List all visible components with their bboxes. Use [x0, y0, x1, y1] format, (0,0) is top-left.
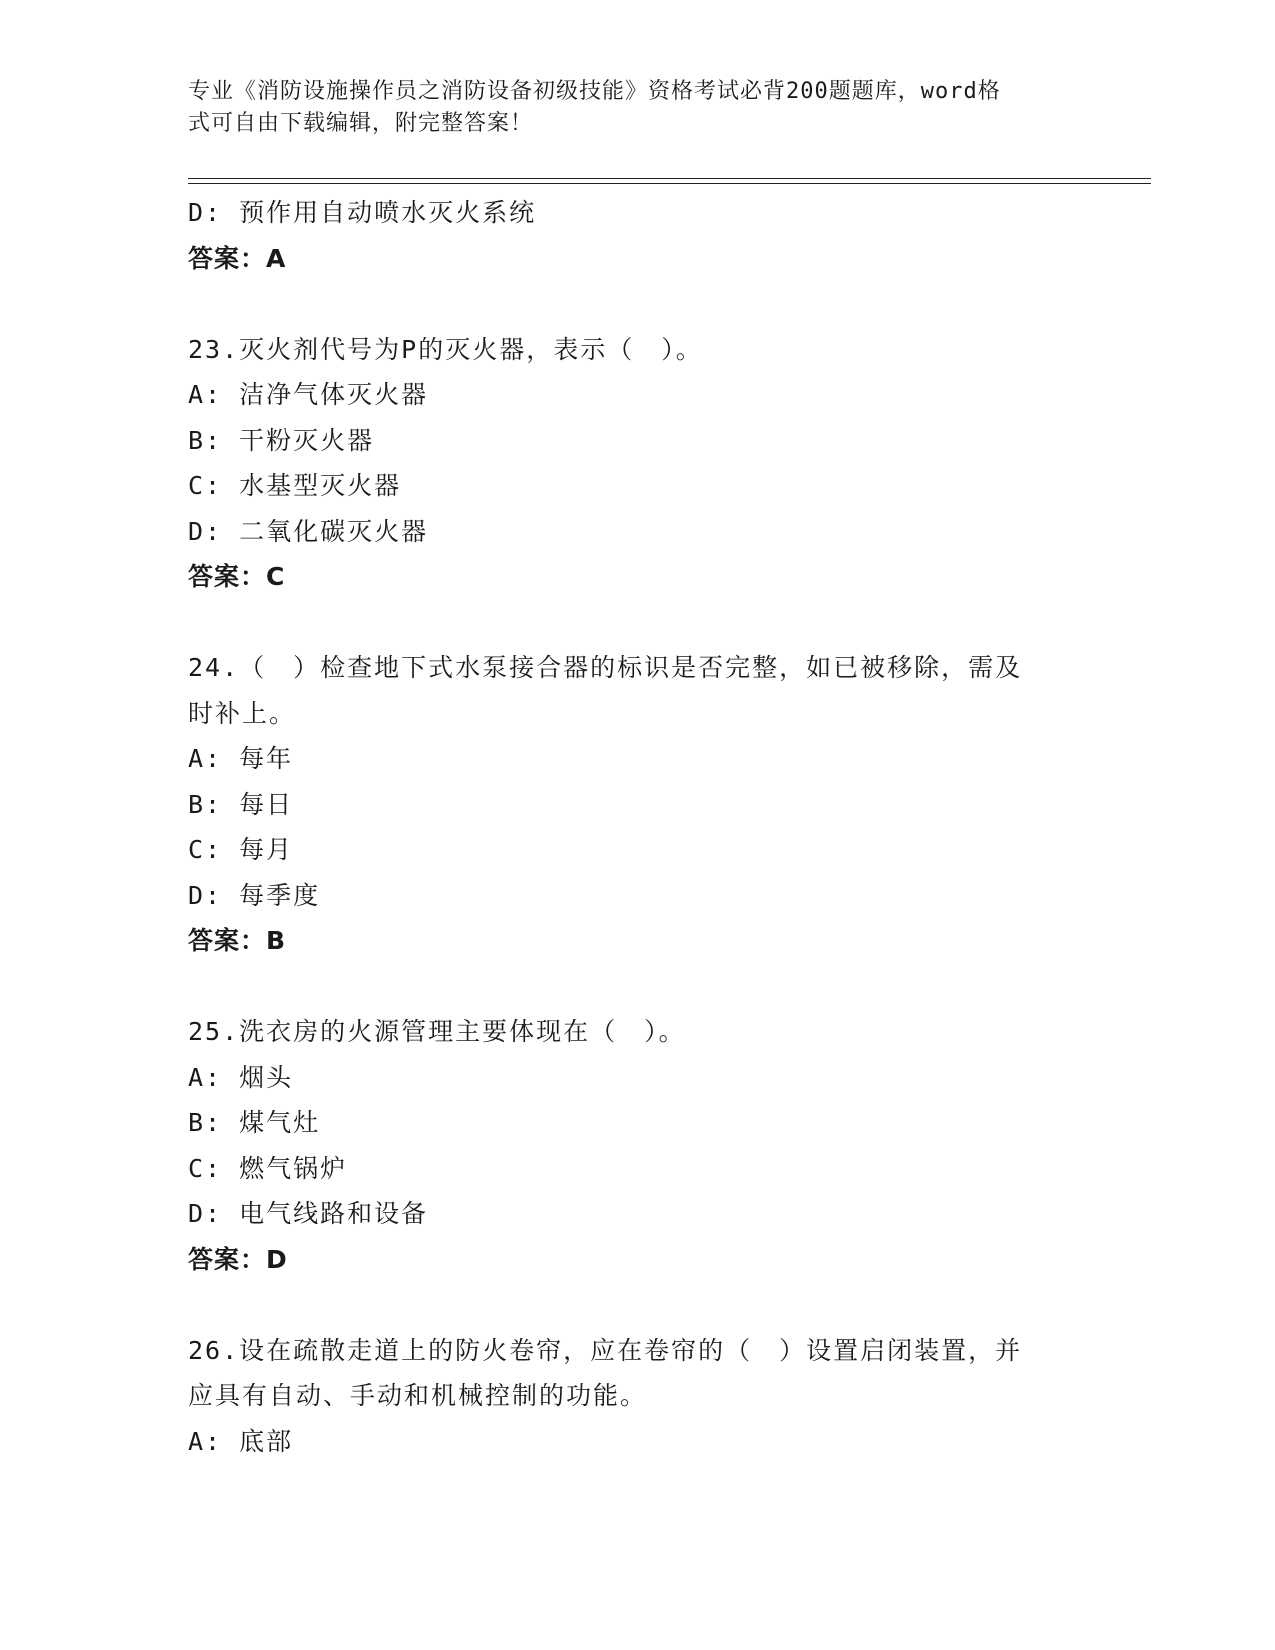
prev-option-d: D: 预作用自动喷水灭火系统: [188, 198, 537, 227]
question-24-answer: 答案：B: [188, 926, 287, 955]
question-24-option-c: C: 每月: [188, 835, 294, 864]
spacer: [188, 1282, 1088, 1328]
question-26-stem-line-2: 应具有自动、手动和机械控制的功能。: [188, 1381, 648, 1410]
spacer: [188, 964, 1088, 1010]
question-23-option-c: C: 水基型灭火器: [188, 471, 402, 500]
question-25-answer: 答案：D: [188, 1244, 288, 1274]
question-24-option-a: A: 每年: [188, 744, 294, 773]
question-24-stem-line-1: 24.（ ）检查地下式水泵接合器的标识是否完整，如已被移除，需及: [188, 653, 1023, 682]
question-content: [188, 190, 1088, 1464]
question-23-option-b: B: 干粉灭火器: [188, 425, 375, 455]
spacer: [188, 600, 1088, 646]
question-26-stem-line-1: 26.设在疏散走道上的防火卷帘，应在卷帘的（ ）设置启闭装置，并: [188, 1335, 1023, 1365]
spacer: [188, 281, 1088, 327]
header-line-2: 式可自由下载编辑，附完整答案！: [188, 111, 534, 136]
document-header: [188, 76, 1068, 140]
header-divider-top: [188, 178, 1151, 179]
question-25-option-c: C: 燃气锅炉: [188, 1153, 348, 1183]
prev-answer: 答案：A: [188, 243, 287, 273]
question-24-option-d: D: 每季度: [188, 880, 321, 910]
question-23-stem: 23.灭火剂代号为P的灭火器，表示（ ）。: [188, 334, 703, 364]
question-26-option-a: A: 底部: [188, 1426, 294, 1456]
header-line-1: 专业《消防设施操作员之消防设备初级技能》资格考试必背200题题库，word格: [188, 79, 1001, 104]
question-25-option-a: A: 烟头: [188, 1062, 294, 1092]
question-23-option-a: A: 洁净气体灭火器: [188, 380, 429, 409]
header-divider-bottom: [188, 183, 1151, 184]
question-24-option-b: B: 每日: [188, 789, 294, 819]
question-23-answer: 答案：C: [188, 562, 286, 591]
question-25-stem: 25.洗衣房的火源管理主要体现在（ ）。: [188, 1017, 686, 1046]
question-24-stem-line-2: 时补上。: [188, 698, 297, 728]
question-25-option-d: D: 电气线路和设备: [188, 1199, 429, 1228]
question-23-option-d: D: 二氧化碳灭火器: [188, 516, 429, 546]
question-25-option-b: B: 煤气灶: [188, 1108, 321, 1137]
